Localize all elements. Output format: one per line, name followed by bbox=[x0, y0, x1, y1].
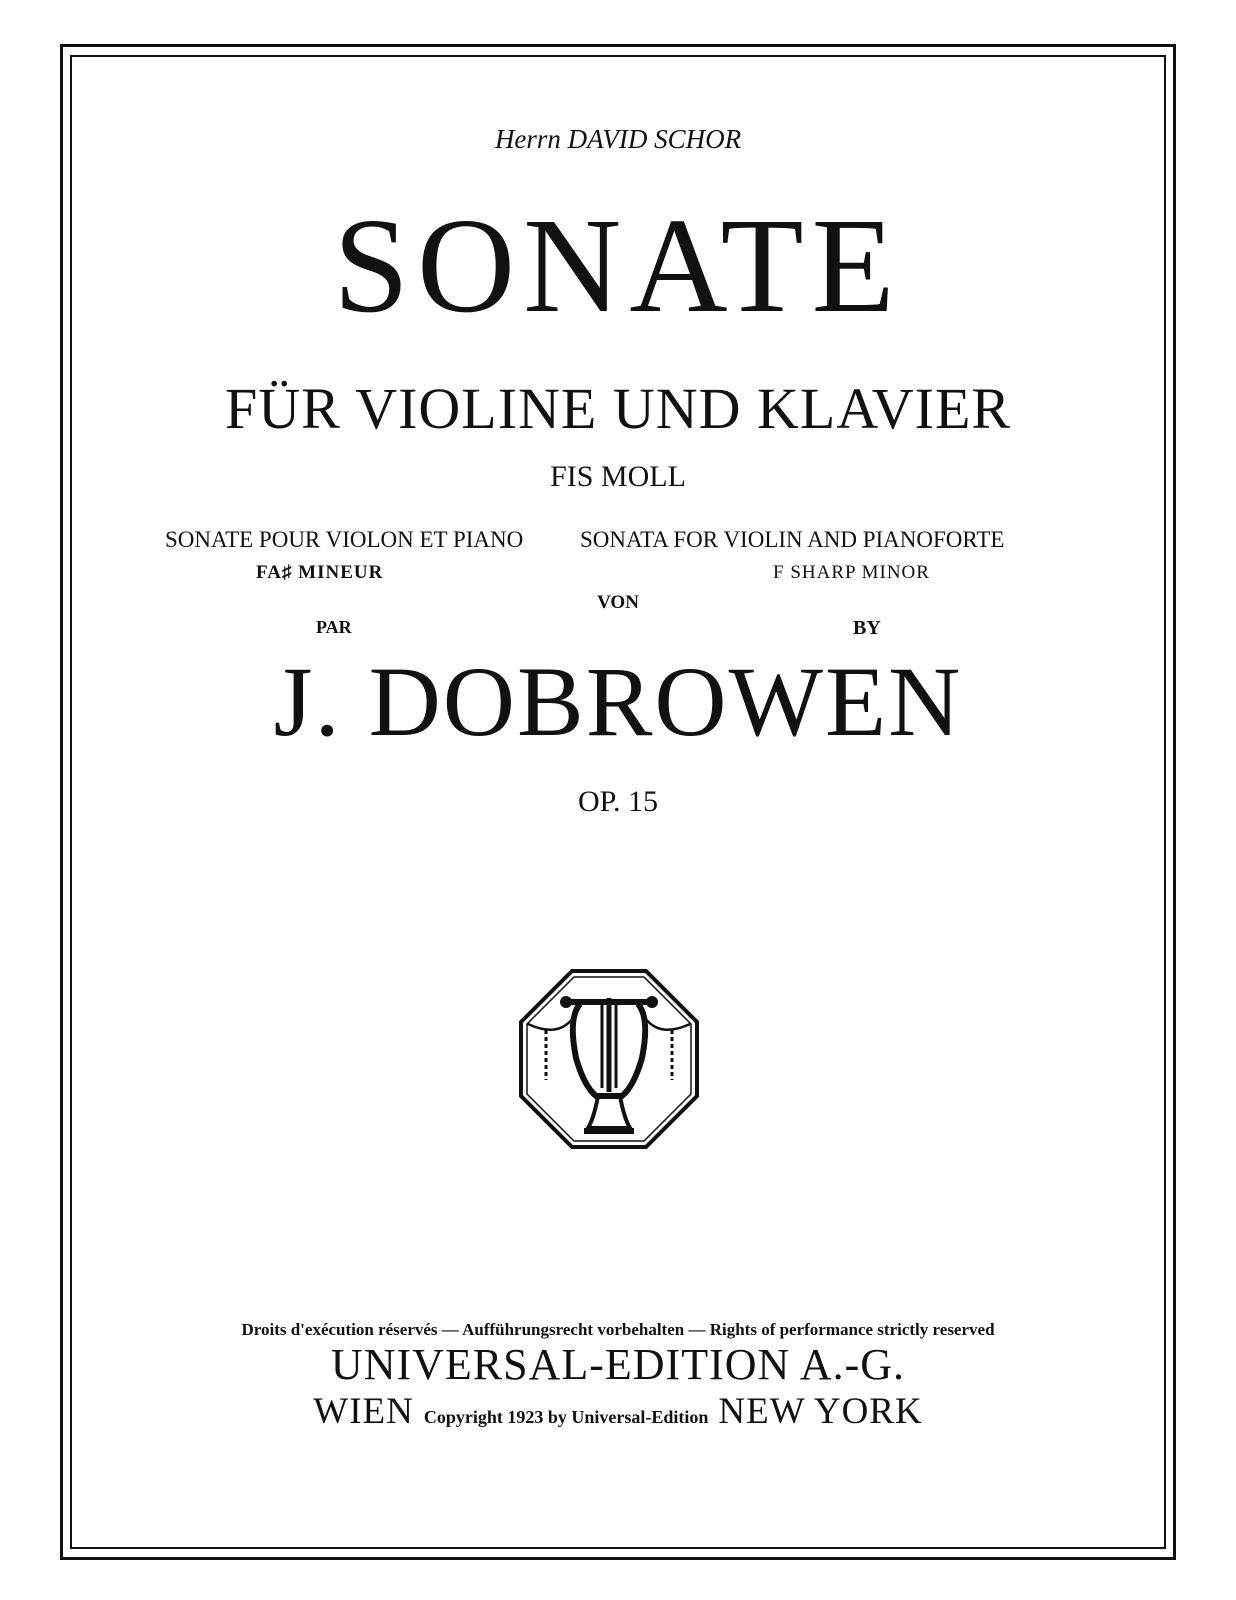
composer-name: J. DOBROWEN bbox=[273, 646, 963, 757]
publisher-name: UNIVERSAL-EDITION A.-G. bbox=[330, 1340, 906, 1389]
key-french: FA♯ MINEUR bbox=[256, 562, 384, 583]
city-vienna: WIEN bbox=[313, 1391, 414, 1432]
title-english: SONATA FOR VIOLIN AND PIANOFORTE bbox=[580, 527, 1005, 552]
by-french: PAR bbox=[316, 617, 352, 637]
key-english: F SHARP MINOR bbox=[773, 562, 930, 583]
publisher-lyre-logo-icon bbox=[518, 968, 700, 1150]
by-english: BY bbox=[853, 617, 881, 639]
subtitle: FÜR VIOLINE UND KLAVIER bbox=[224, 376, 1012, 441]
opus-number: OP. 15 bbox=[577, 785, 659, 818]
publisher-locations bbox=[0, 1393, 1236, 1430]
performance-rights-notice: Droits d'exécution réservés — Aufführungsrecht vorbehalten — Rights of performance strictly reserved bbox=[241, 1320, 995, 1339]
by-german: VON bbox=[597, 592, 639, 613]
copyright-notice: Copyright 1923 by Universal-Edition bbox=[423, 1407, 709, 1427]
page-title: SONATE bbox=[333, 191, 903, 341]
dedication: Herrn DAVID SCHOR bbox=[494, 124, 742, 154]
title-french: SONATE POUR VIOLON ET PIANO bbox=[165, 527, 524, 552]
key-german: FIS MOLL bbox=[550, 460, 686, 493]
city-new-york: NEW YORK bbox=[718, 1391, 923, 1432]
